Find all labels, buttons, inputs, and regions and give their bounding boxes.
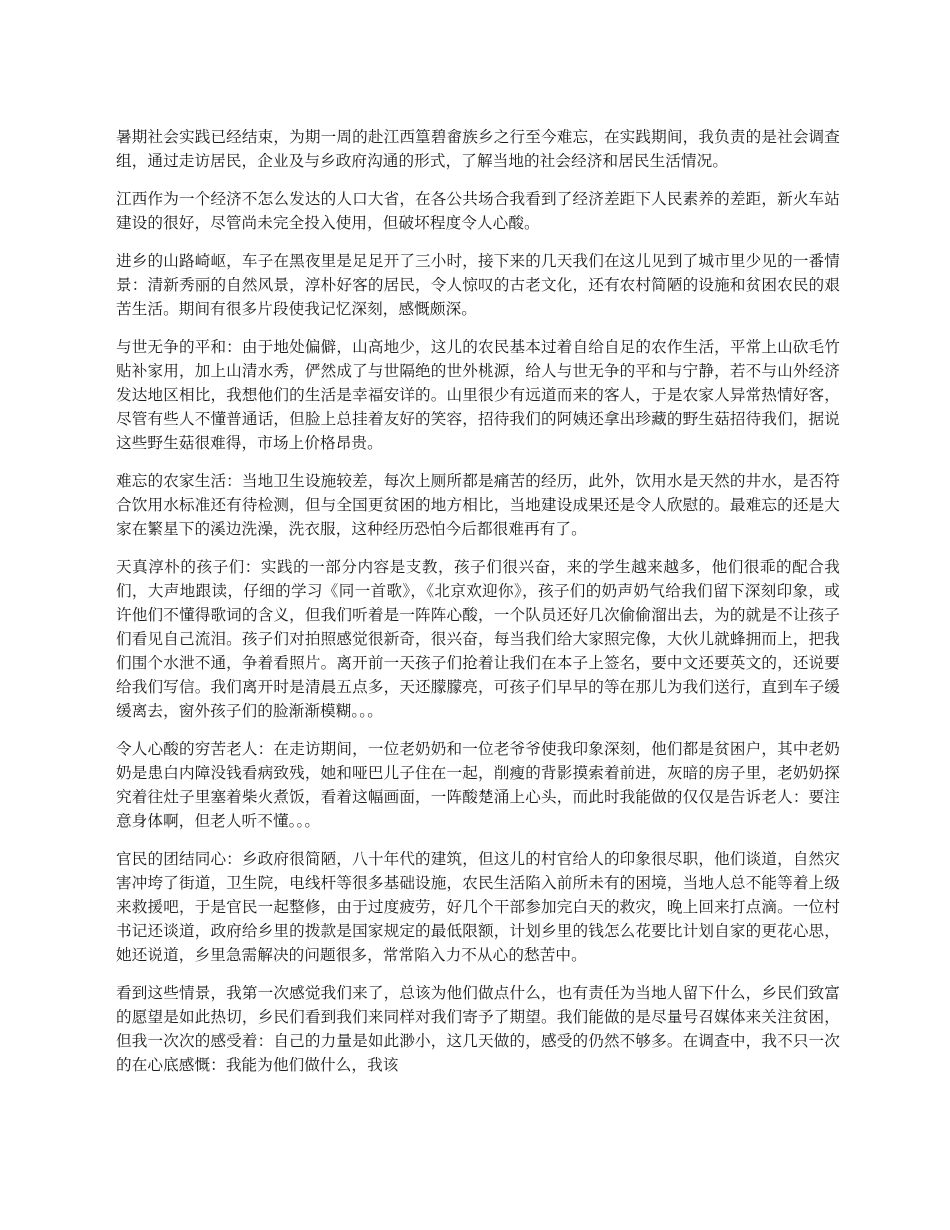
paragraph-intro: 暑期社会实践已经结束，为期一周的赴江西篁碧畲族乡之行至今难忘，在实践期间，我负责的是社会调查组，通过走访居民，企业及与乡政府沟通的形式，了解当地的社会经济和居民生活情况。 — [116, 128, 840, 170]
paragraph-farm-life: 难忘的农家生活：当地卫生设施较差，每次上厕所都是痛苦的经历，此外，饮用水是天然的井水，是否符合饮用水标准还有待检测，但与全国更贫困的地方相比，当地建设成果还是令人欣慰的。最难忘的还是大家在繁星下的溪边洗澡，洗衣服，这种经历恐怕今后都很难再有了。 — [116, 472, 840, 538]
paragraph-children: 天真淳朴的孩子们：实践的一部分内容是支教，孩子们很兴奋，来的学生越来越多，他们很乖的配合我们，大声地跟读，仔细的学习《同一首歌》，《北京欢迎你》，孩子们的奶声奶气给我们留下深刻印象，或许他们不懂得歌词的含义，但我们听着是一阵阵心酸，一个队员还好几次偷偷溜出去，为的就是不让孩子们看见自己流泪。孩子们对拍照感觉很新奇，很兴奋，每当我们给大家照完像，大伙儿就蜂拥而上，把我们围个水泄不通，争着看照片。离开前一天孩子们抢着让我们在本子上签名，要中文还要英文的，还说要给我们写信。我们离开时是清晨五点多，天还朦朦亮，可孩子们早早的等在那儿为我们送行，直到车子缓缓离去，窗外孩子们的脸渐渐模糊。。。 — [116, 558, 840, 720]
paragraph-officials: 官民的团结同心：乡政府很简陋，八十年代的建筑，但这儿的村官给人的印象很尽职，他们谈道，自然灾害冲垮了街道，卫生院，电线杆等很多基础设施，农民生活陷入前所未有的困境，当地人总不能等着上级来救援吧，于是官民一起整修，由于过度疲劳，好几个干部参加完白天的救灾，晚上回来打点滴。一位村书记还谈道，政府给乡里的拨款是国家规定的最低限额，计划乡里的钱怎么花要比计划自家的更花心思，她还说道，乡里急需解决的问题很多，常常陷入力不从心的愁苦中。 — [116, 850, 840, 964]
paragraph-elderly: 令人心酸的穷苦老人：在走访期间，一位老奶奶和一位老爷爷使我印象深刻，他们都是贫困户，其中老奶奶是患白内障没钱看病致残，她和哑巴儿子住在一起，削瘦的背影摸索着前进，灰暗的房子里，老奶奶探究着往灶子里塞着柴火煮饭，看着这幅画面，一阵酸楚涌上心头，而此时我能做的仅仅是告诉老人：要注意身体啊，但老人听不懂。。。 — [116, 740, 840, 830]
paragraph-peaceful-life: 与世无争的平和：由于地处偏僻，山高地少，这儿的农民基本过着自给自足的农作生活，平常上山砍毛竹贴补家用，加上山清水秀，俨然成了与世隔绝的世外桃源，给人与世无争的平和与宁静，若不与山外经济发达地区相比，我想他们的生活是幸福安详的。山里很少有远道而来的客人，于是农家人异常热情好客，尽管有些人不懂普通话，但脸上总挂着友好的笑容，招待我们的阿姨还拿出珍藏的野生菇招待我们，据说这些野生菇很难得，市场上价格昂贵。 — [116, 338, 840, 452]
document-body — [116, 125, 840, 1091]
paragraph-jiangxi: 江西作为一个经济不怎么发达的人口大省，在各公共场合我看到了经济差距下人民素养的差距，新火车站建设的很好，尽管尚未完全投入使用，但破坏程度令人心酸。 — [116, 190, 840, 232]
paragraph-reflection: 看到这些情景，我第一次感觉我们来了，总该为他们做点什么，也有责任为当地人留下什么，乡民们致富的愿望是如此热切，乡民们看到我们来同样对我们寄予了期望。我们能做的是尽量号召媒体来关注贫困，但我一次次的感受着：自己的力量是如此渺小，这几天做的，感受的仍然不够多。在调查中，我不只一次的在心底感慨：我能为他们做什么，我该 — [116, 984, 840, 1074]
paragraph-mountain-road: 进乡的山路崎岖，车子在黑夜里是足足开了三小时，接下来的几天我们在这儿见到了城市里少见的一番情景：清新秀丽的自然风景，淳朴好客的居民，令人惊叹的古老文化，还有农村简陋的设施和贫困农民的艰苦生活。期间有很多片段使我记忆深刻，感慨颇深。 — [116, 252, 840, 318]
